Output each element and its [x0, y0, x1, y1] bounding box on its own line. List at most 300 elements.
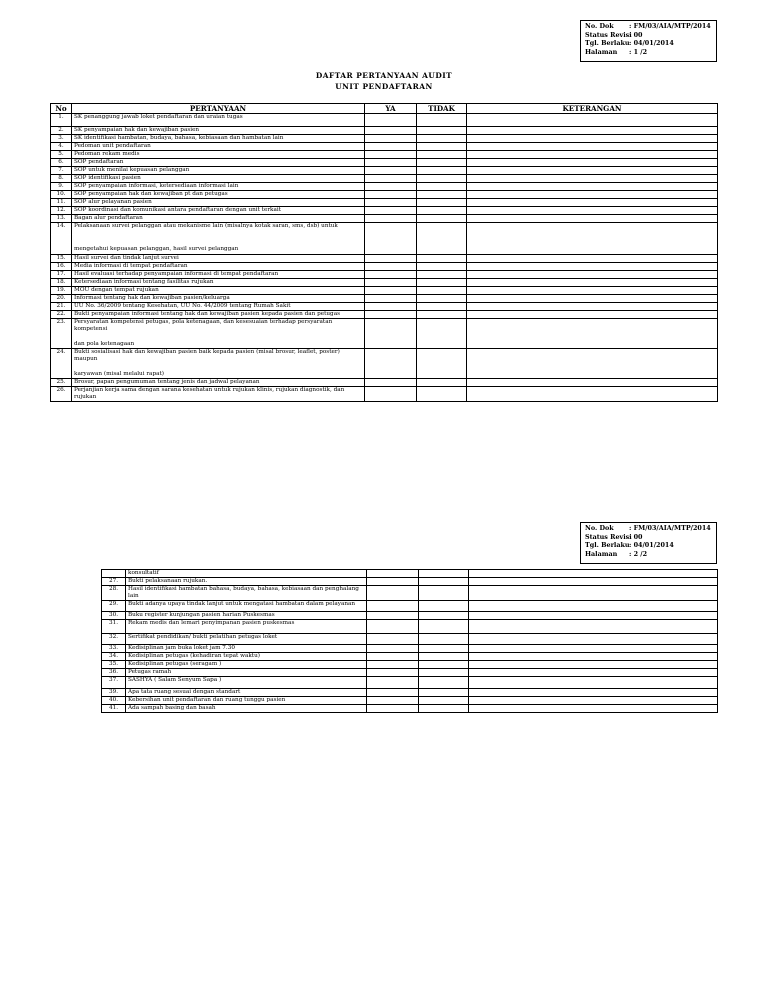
table-row: [102, 689, 718, 697]
question-text: SASHYA ( Salam Senyum Sapa ): [128, 677, 222, 683]
question-cell: [72, 191, 365, 199]
question-text: Perjanjian kerja sama dengan sarana kesehatan untuk rujukan klinis, rujukan diagnostik, dan rujukan: [74, 387, 345, 400]
doc-number-row: [585, 22, 712, 31]
question-number: 12.: [51, 207, 72, 215]
no-cell[interactable]: [417, 143, 467, 151]
effective-date-value: : 04/01/2014: [629, 541, 674, 549]
notes-cell[interactable]: [467, 387, 718, 402]
table-row: [102, 705, 718, 713]
no-cell[interactable]: [417, 387, 467, 402]
table-row: [102, 661, 718, 669]
page-number-row: [585, 48, 712, 57]
notes-cell[interactable]: [467, 114, 718, 127]
no-cell[interactable]: [417, 207, 467, 215]
notes-cell[interactable]: [467, 255, 718, 263]
doc-info-box-page1: [580, 20, 717, 62]
question-text: Petugas ramah: [128, 669, 172, 675]
question-number: 10.: [51, 191, 72, 199]
question-cell: [72, 151, 365, 159]
question-text: Apa tata ruang sesuai dengan standart: [128, 689, 241, 695]
no-cell[interactable]: [417, 159, 467, 167]
question-number: 14.: [51, 223, 72, 255]
table-row: [51, 199, 718, 207]
no-cell[interactable]: [419, 645, 469, 653]
question-text: Hasil evaluasi terhadap penyampaian informasi di tempat pendaftaran: [74, 271, 279, 277]
no-cell[interactable]: [417, 287, 467, 295]
question-cell: [72, 379, 365, 387]
question-text: Hasil survei dan tindak lanjut survei: [74, 255, 179, 261]
question-text: Pedoman rekam medis: [74, 151, 140, 157]
yes-cell[interactable]: [367, 669, 419, 677]
table-row: [51, 295, 718, 303]
question-number: 25.: [51, 379, 72, 387]
yes-cell[interactable]: [367, 586, 419, 601]
header-question: PERTANYAAN: [72, 104, 365, 114]
no-cell[interactable]: [419, 601, 469, 612]
no-cell[interactable]: [419, 697, 469, 705]
no-cell[interactable]: [417, 199, 467, 207]
question-cell: [72, 303, 365, 311]
table-row: [51, 319, 718, 349]
yes-cell[interactable]: [365, 311, 417, 319]
question-number: 21.: [51, 303, 72, 311]
question-cell: [72, 175, 365, 183]
question-text: SOP penyampaian informasi, ketersediaan informasi lain: [74, 183, 239, 189]
yes-cell[interactable]: [367, 653, 419, 661]
notes-cell[interactable]: [469, 697, 718, 705]
notes-cell[interactable]: [469, 661, 718, 669]
table-row: [102, 697, 718, 705]
question-cell: [126, 661, 367, 669]
no-cell[interactable]: [419, 705, 469, 713]
effective-date-value: : 04/01/2014: [629, 39, 674, 47]
question-text: Bukti sosialisasi hak dan kewajiban pasien baik kepada pasien (misal brosur, leaflet, poster) maupun: [74, 349, 340, 362]
yes-cell[interactable]: [367, 570, 419, 578]
question-number: 5.: [51, 151, 72, 159]
yes-cell[interactable]: [367, 578, 419, 586]
yes-cell[interactable]: [367, 620, 419, 634]
no-cell[interactable]: [417, 151, 467, 159]
revision-status-value: : 00: [629, 30, 643, 39]
notes-cell[interactable]: [469, 653, 718, 661]
question-number: 15.: [51, 255, 72, 263]
question-cell: [126, 601, 367, 612]
question-cell: [126, 620, 367, 634]
question-number: 37.: [102, 677, 126, 689]
table-row: [102, 634, 718, 645]
question-number: 6.: [51, 159, 72, 167]
no-cell[interactable]: [417, 183, 467, 191]
notes-cell[interactable]: [467, 135, 718, 143]
notes-cell[interactable]: [469, 689, 718, 697]
notes-cell[interactable]: [467, 319, 718, 349]
doc-number-label: No. Dok: [585, 22, 614, 30]
no-cell[interactable]: [417, 379, 467, 387]
question-number: 4.: [51, 143, 72, 151]
no-cell[interactable]: [417, 271, 467, 279]
notes-cell[interactable]: [469, 705, 718, 713]
header-yes: YA: [365, 104, 417, 114]
question-cell: [126, 634, 367, 645]
page-number-label: Halaman: [585, 47, 618, 56]
notes-cell[interactable]: [467, 127, 718, 135]
yes-cell[interactable]: [365, 303, 417, 311]
notes-cell[interactable]: [469, 669, 718, 677]
table-row: [51, 114, 718, 127]
yes-cell[interactable]: [367, 689, 419, 697]
no-cell[interactable]: [417, 114, 467, 127]
notes-cell[interactable]: [467, 263, 718, 271]
notes-cell[interactable]: [467, 223, 718, 255]
no-cell[interactable]: [419, 612, 469, 620]
page-number-value: : 1 /2: [629, 47, 648, 56]
question-number: 20.: [51, 295, 72, 303]
table-row: [102, 586, 718, 601]
question-number: 22.: [51, 311, 72, 319]
no-cell[interactable]: [417, 311, 467, 319]
notes-cell[interactable]: [467, 303, 718, 311]
no-cell[interactable]: [417, 303, 467, 311]
question-text: Pelaksanaan survei pelanggan atau mekanisme lain (misalnya kotak saran, sms, dsb) untuk: [74, 223, 338, 229]
notes-cell[interactable]: [467, 287, 718, 295]
question-number: 36.: [102, 669, 126, 677]
yes-cell[interactable]: [365, 159, 417, 167]
question-number: 3.: [51, 135, 72, 143]
table-row: [51, 387, 718, 402]
notes-cell[interactable]: [469, 677, 718, 689]
question-text: Bukti penyampaian informasi tentang hak dan kewajiban pasien kepada pasien dan petugas: [74, 311, 341, 317]
yes-cell[interactable]: [365, 279, 417, 287]
question-cell: [72, 349, 365, 379]
no-cell[interactable]: [417, 349, 467, 379]
question-number: 17.: [51, 271, 72, 279]
question-number: 9.: [51, 183, 72, 191]
question-number: 11.: [51, 199, 72, 207]
table-row: [102, 645, 718, 653]
question-text: SOP penyampaian hak dan kewajiban pt dan petugas: [74, 191, 228, 197]
page-number-value: : 2 /2: [629, 549, 648, 558]
question-text: Buku register kunjungan pasien harian Puskesmas: [128, 612, 275, 618]
table-row: [51, 303, 718, 311]
question-cell: [72, 199, 365, 207]
table-row: [102, 578, 718, 586]
question-text: Kedisiplinan petugas (kehadiran tepat waktu): [128, 653, 260, 659]
question-text: SOP koordinasi dan komunikasi antara pendaftaran dengan unit terkait: [74, 207, 281, 213]
table-header-row: [51, 104, 718, 114]
question-number: 2.: [51, 127, 72, 135]
question-cell: [72, 215, 365, 223]
yes-cell[interactable]: [367, 612, 419, 620]
table-row: [51, 183, 718, 191]
yes-cell[interactable]: [365, 151, 417, 159]
question-number: 1.: [51, 114, 72, 127]
notes-cell[interactable]: [467, 167, 718, 175]
question-text: Bukti adanya upaya tindak lanjut untuk mengatasi hambatan dalam pelayanan: [128, 601, 356, 607]
table-row: [51, 191, 718, 199]
table-row: [51, 279, 718, 287]
yes-cell[interactable]: [365, 167, 417, 175]
no-cell[interactable]: [417, 255, 467, 263]
question-number: 30.: [102, 612, 126, 620]
question-number: 7.: [51, 167, 72, 175]
doc-number-label: No. Dok: [585, 524, 614, 532]
question-text: Ketersediaan informasi tentang fasilitas rujukan: [74, 279, 214, 285]
effective-date-row: [585, 39, 712, 48]
question-cell: [72, 223, 365, 255]
no-cell[interactable]: [417, 319, 467, 349]
question-text: Hasil identifikasi hambatan bahasa, budaya, bahasa, kebiasaan dan penghalang lain: [128, 586, 359, 599]
document-title: DAFTAR PERTANYAAN AUDIT: [315, 71, 453, 80]
yes-cell[interactable]: [365, 255, 417, 263]
question-cell: [72, 207, 365, 215]
yes-cell[interactable]: [365, 349, 417, 379]
no-cell[interactable]: [419, 689, 469, 697]
question-cell: [72, 263, 365, 271]
effective-date-label: Tgl. Berlaku: [585, 541, 630, 549]
notes-cell[interactable]: [469, 601, 718, 612]
question-text: Bagan alur pendaftaran: [74, 215, 143, 221]
question-cell: [72, 319, 365, 349]
table-row: [102, 669, 718, 677]
revision-status-row: [585, 533, 712, 542]
yes-cell[interactable]: [365, 319, 417, 349]
no-cell[interactable]: [417, 175, 467, 183]
yes-cell[interactable]: [367, 601, 419, 612]
yes-cell[interactable]: [365, 271, 417, 279]
notes-cell[interactable]: [467, 159, 718, 167]
question-text: SK identifikasi hambatan, budaya, bahasa, kebiasaan dan hambatan lain: [74, 135, 284, 141]
notes-cell[interactable]: [467, 199, 718, 207]
notes-cell[interactable]: [469, 570, 718, 578]
question-number: 18.: [51, 279, 72, 287]
notes-cell[interactable]: [469, 634, 718, 645]
no-cell[interactable]: [419, 570, 469, 578]
doc-number-value: : FM/03/AIA/MTP/2014: [629, 524, 711, 532]
yes-cell[interactable]: [365, 207, 417, 215]
yes-cell[interactable]: [367, 645, 419, 653]
question-number: 33.: [102, 645, 126, 653]
question-text: Bukti pelaksanaan rujukan.: [128, 578, 208, 584]
question-cell: [72, 311, 365, 319]
notes-cell[interactable]: [467, 191, 718, 199]
no-cell[interactable]: [419, 669, 469, 677]
table-row: [51, 159, 718, 167]
notes-cell[interactable]: [467, 379, 718, 387]
yes-cell[interactable]: [365, 143, 417, 151]
no-cell[interactable]: [417, 295, 467, 303]
table-row: [102, 612, 718, 620]
no-cell[interactable]: [419, 586, 469, 601]
table-row: [102, 620, 718, 634]
notes-cell[interactable]: [467, 271, 718, 279]
no-cell[interactable]: [417, 135, 467, 143]
question-cell: [126, 669, 367, 677]
yes-cell[interactable]: [365, 114, 417, 127]
question-cell: [126, 586, 367, 601]
no-cell[interactable]: [417, 263, 467, 271]
table-row: [51, 175, 718, 183]
no-cell[interactable]: [419, 653, 469, 661]
table-row: [51, 207, 718, 215]
table-row: [51, 349, 718, 379]
page-number-row: [585, 550, 712, 559]
table-row: [51, 167, 718, 175]
question-cell: [126, 612, 367, 620]
question-number: 8.: [51, 175, 72, 183]
question-text: Brosur, papan pengumuman tentang jenis dan jadwal pelayanan: [74, 379, 260, 385]
question-cell: [72, 143, 365, 151]
yes-cell[interactable]: [367, 705, 419, 713]
question-text: SOP alur pelayanan pasien: [74, 199, 152, 205]
question-cell: [72, 295, 365, 303]
yes-cell[interactable]: [365, 191, 417, 199]
notes-cell[interactable]: [467, 151, 718, 159]
no-cell[interactable]: [417, 279, 467, 287]
notes-cell[interactable]: [469, 578, 718, 586]
question-number: 13.: [51, 215, 72, 223]
notes-cell[interactable]: [469, 645, 718, 653]
yes-cell[interactable]: [367, 661, 419, 669]
no-cell[interactable]: [417, 215, 467, 223]
question-text: SOP pendaftaran: [74, 159, 124, 165]
notes-cell[interactable]: [467, 175, 718, 183]
revision-status-label: Status Revisi: [585, 532, 632, 541]
yes-cell[interactable]: [365, 183, 417, 191]
yes-cell[interactable]: [365, 223, 417, 255]
question-text: Ada sampah basing dan basah: [128, 705, 216, 711]
question-cell: [72, 387, 365, 402]
question-text-continued: dan pola ketenagaan: [74, 341, 135, 347]
yes-cell[interactable]: [365, 287, 417, 295]
question-number: 40.: [102, 697, 126, 705]
yes-cell[interactable]: [365, 263, 417, 271]
no-cell[interactable]: [419, 620, 469, 634]
no-cell[interactable]: [419, 661, 469, 669]
notes-cell[interactable]: [467, 143, 718, 151]
question-cell: [72, 279, 365, 287]
question-number: 29.: [102, 601, 126, 612]
question-text: Kebersihan unit pendaftaran dan ruang tunggu pasien: [128, 697, 286, 703]
header-notes: KETERANGAN: [467, 104, 718, 114]
table-row: [51, 151, 718, 159]
yes-cell[interactable]: [365, 387, 417, 402]
question-text: Sertifikat pendidikan/ bukti pelatihan petugas loket: [128, 634, 278, 640]
yes-cell[interactable]: [365, 379, 417, 387]
no-cell[interactable]: [419, 677, 469, 689]
table-row: [102, 601, 718, 612]
yes-cell[interactable]: [367, 697, 419, 705]
question-text: SK penanggung jawab loket pendaftaran dan uraian tugas: [74, 114, 243, 120]
question-text: MOU dengan tempat rujukan: [74, 287, 159, 293]
notes-cell[interactable]: [467, 183, 718, 191]
table-row: [51, 271, 718, 279]
no-cell[interactable]: [419, 634, 469, 645]
question-number: 31.: [102, 620, 126, 634]
notes-cell[interactable]: [467, 295, 718, 303]
question-text: Rekam medis dan lemari penyimpanan pasien puskesmas: [128, 620, 295, 626]
question-text: Persyaratan kompetensi petugas, pola ketenagaan, dan kesesuaian terhadap persyaratan kompetensi: [74, 319, 333, 332]
revision-status-value: : 00: [629, 532, 643, 541]
yes-cell[interactable]: [365, 175, 417, 183]
table-row: [51, 223, 718, 255]
revision-status-label: Status Revisi: [585, 30, 632, 39]
yes-cell[interactable]: [365, 215, 417, 223]
question-cell: [126, 653, 367, 661]
table-row: [51, 263, 718, 271]
no-cell[interactable]: [417, 223, 467, 255]
question-text: SOP identifikasi pasien: [74, 175, 141, 181]
question-number: 19.: [51, 287, 72, 295]
yes-cell[interactable]: [365, 295, 417, 303]
no-cell[interactable]: [417, 191, 467, 199]
table-row: [51, 127, 718, 135]
doc-info-box-page2: [580, 522, 717, 564]
question-text: SK penyampaian hak dan kewajiban pasien: [74, 127, 200, 133]
table-row: [51, 379, 718, 387]
question-cell: [126, 697, 367, 705]
question-number: 32.: [102, 634, 126, 645]
question-text: SOP untuk menilai kepuasan pelanggan: [74, 167, 190, 173]
effective-date-row: [585, 541, 712, 550]
question-number: 28.: [102, 586, 126, 601]
question-text-continued: mengetahui kepuasan pelanggan, hasil survei pelanggan: [74, 246, 239, 252]
no-cell[interactable]: [417, 167, 467, 175]
question-number: 34.: [102, 653, 126, 661]
question-number: 35.: [102, 661, 126, 669]
question-cell: [126, 578, 367, 586]
question-text: Kedisiplinan petugas (seragam ): [128, 661, 222, 667]
question-cell: [72, 183, 365, 191]
question-text: Pedoman unit pendaftaran: [74, 143, 151, 149]
yes-cell[interactable]: [367, 634, 419, 645]
notes-cell[interactable]: [467, 279, 718, 287]
page-number-label: Halaman: [585, 549, 618, 558]
yes-cell[interactable]: [365, 199, 417, 207]
question-number: 23.: [51, 319, 72, 349]
table-row: [51, 287, 718, 295]
table-row: [102, 653, 718, 661]
audit-question-table-page1: [50, 103, 718, 402]
question-number: 26.: [51, 387, 72, 402]
yes-cell[interactable]: [365, 127, 417, 135]
question-cell: [72, 255, 365, 263]
question-text: Informasi tentang hak dan kewajiban pasien/keluarga: [74, 295, 230, 301]
question-text-continued: karyawan (misal melalui rapat): [74, 371, 164, 377]
question-cell: [72, 127, 365, 135]
question-cell: [72, 159, 365, 167]
notes-cell[interactable]: [467, 207, 718, 215]
notes-cell[interactable]: [467, 311, 718, 319]
no-cell[interactable]: [419, 578, 469, 586]
no-cell[interactable]: [417, 127, 467, 135]
question-number: 41.: [102, 705, 126, 713]
notes-cell[interactable]: [469, 620, 718, 634]
header-no-answer: TIDAK: [417, 104, 467, 114]
question-text: Kedisiplinan jam buka loket jam 7.30: [128, 645, 235, 651]
yes-cell[interactable]: [367, 677, 419, 689]
question-cell: [126, 645, 367, 653]
notes-cell[interactable]: [467, 349, 718, 379]
yes-cell[interactable]: [365, 135, 417, 143]
question-cell: [126, 677, 367, 689]
notes-cell[interactable]: [467, 215, 718, 223]
question-cell: [126, 689, 367, 697]
effective-date-label: Tgl. Berlaku: [585, 39, 630, 47]
notes-cell[interactable]: [469, 586, 718, 601]
header-no: No: [51, 104, 72, 114]
notes-cell[interactable]: [469, 612, 718, 620]
question-text: konsultatif: [128, 570, 159, 576]
